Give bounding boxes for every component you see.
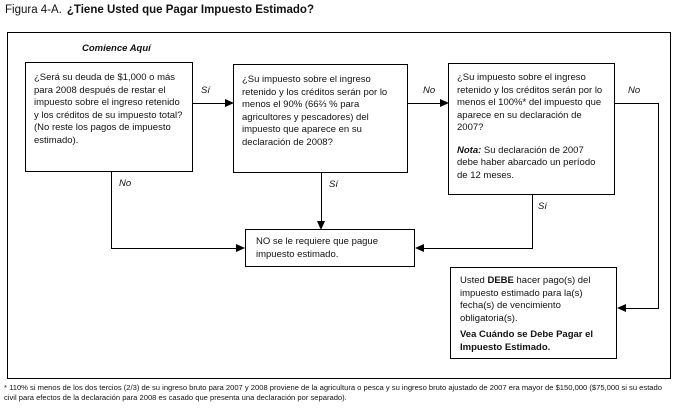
q1-yes-label: Sí: [201, 85, 210, 96]
arrowhead-right-icon: [440, 99, 449, 107]
note-text: Su declaración de 2007 debe haber abarcado un período de 12 meses.: [457, 144, 596, 181]
q2-yes-label: Sí: [329, 179, 338, 190]
question-3-text: ¿Su impuesto sobre el ingreso retenido y los créditos serán por lo menos el 100%* del impuesto que aparece en su declaración de 2007?: [457, 72, 603, 133]
connector-line: [408, 103, 441, 104]
connector-line: [193, 103, 226, 104]
question-1-text: ¿Será su deuda de $1,000 o más para 2008 después de restar el impuesto sobre el ingreso retenido y los créditos de su impuesto total? (No reste los pagos de impuesto estimado).: [34, 72, 183, 146]
q3-no-label: No: [628, 85, 641, 96]
must-pay-rest: hacer pago(s) del impuesto estimado para la(s) fecha(s) de vencimiento obligatoria(s).: [460, 275, 591, 324]
result-box-not-required: [245, 229, 415, 267]
must-pay-emphasis: DEBE: [487, 275, 514, 286]
question-2-text: ¿Su impuesto sobre el ingreso retenido y los créditos serán por lo menos el 90% (66⅔ % para agricultores y pescadores) del impuesto que aparece en su declaración de 2008?: [242, 74, 388, 148]
connector-line: [615, 103, 659, 104]
connector-line: [658, 103, 659, 309]
connector-line: [424, 248, 533, 249]
question-box-3: [448, 63, 615, 195]
q2-no-label: No: [423, 85, 436, 96]
arrowhead-right-icon: [225, 99, 234, 107]
arrowhead-left-icon: [617, 304, 626, 312]
connector-line: [111, 172, 112, 249]
start-here-label: Comience Aquí: [82, 43, 151, 54]
result-box-must-pay: [450, 267, 617, 359]
connector-line: [111, 248, 237, 249]
arrowhead-left-icon: [415, 244, 424, 252]
must-pay-reference: Vea Cuándo se Debe Pagar el Impuesto Estimado.: [460, 329, 594, 353]
figure-title-text: ¿Tiene Usted que Pagar Impuesto Estimado?: [66, 4, 314, 16]
connector-line: [626, 308, 659, 309]
must-pay-lead: Usted: [460, 275, 488, 286]
question-box-2: [233, 64, 408, 173]
q1-no-label: No: [119, 178, 132, 189]
figure-number: Figura 4-A.: [5, 4, 62, 16]
not-required-text: NO se le requiere que pague impuesto estimado.: [256, 236, 378, 260]
arrowhead-down-icon: [317, 221, 325, 230]
arrowhead-right-icon: [236, 244, 245, 252]
page-title: [5, 4, 314, 16]
q3-yes-label: Sí: [538, 201, 547, 212]
note-label: Nota:: [457, 144, 482, 156]
must-pay-text: [460, 275, 607, 325]
footnote: * 110% si menos de los dos tercios (2/3) de su ingreso bruto para 2007 y 2008 proviene de la agricultura o pesca y su ingreso bruto ajustado de 2007 era mayor de $150,000 ($75,000 si su estado civil para efectos de la declaración para 2008 es casado que presenta una declaración por separado).: [4, 383, 662, 402]
question-box-1: [25, 62, 193, 172]
connector-line: [321, 173, 322, 222]
connector-line: [532, 195, 533, 249]
question-3-note: [457, 145, 606, 183]
